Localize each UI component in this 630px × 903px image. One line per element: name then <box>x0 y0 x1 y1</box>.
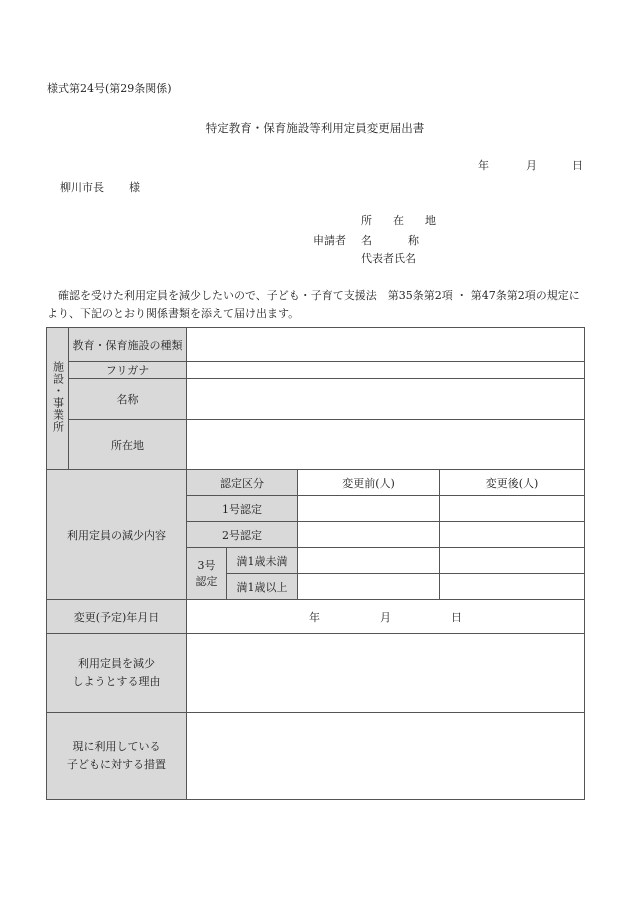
child-measures-input[interactable] <box>187 713 585 800</box>
date-day-label: 日 <box>572 159 583 172</box>
reduction-reason-label <box>47 634 187 713</box>
facility-type-label: 教育・保育施設の種類 <box>69 328 187 362</box>
cert-1-after-input[interactable] <box>440 496 585 522</box>
change-date-input[interactable] <box>187 600 585 634</box>
document-title: 特定教育・保育施設等利用定員変更届出書 <box>205 121 425 135</box>
cert-2-label: 2号認定 <box>187 522 298 548</box>
under-1-after-input[interactable] <box>440 548 585 574</box>
form-number: 様式第24号(第29条関係) <box>47 82 172 95</box>
addressee-name: 柳川市長 <box>60 181 104 194</box>
cert-3-label <box>187 548 227 600</box>
child-measures-line1: 現に利用している <box>72 740 161 753</box>
cert-2-after-input[interactable] <box>440 522 585 548</box>
over-1-label: 満1歳以上 <box>227 574 298 600</box>
reduction-reason-line2: しようとする理由 <box>72 675 161 688</box>
addressee-honorific: 様 <box>129 181 140 194</box>
child-measures-line2: 子どもに対する措置 <box>67 758 166 771</box>
change-date-day: 日 <box>451 610 462 624</box>
facility-location-label: 所在地 <box>69 420 187 470</box>
applicant-label: 申請者 <box>313 234 346 247</box>
child-measures-label <box>47 713 187 800</box>
category-header: 認定区分 <box>187 470 298 496</box>
representative-label: 代表者氏名 <box>361 252 416 265</box>
facility-name-input[interactable] <box>187 379 585 420</box>
date-month-label: 月 <box>526 159 537 172</box>
cert-1-label: 1号認定 <box>187 496 298 522</box>
furigana-label: フリガナ <box>69 362 187 379</box>
applicant-name-label-2: 称 <box>408 234 419 247</box>
change-date-month: 月 <box>380 610 391 624</box>
reduction-reason-input[interactable] <box>187 634 585 713</box>
applicant-address-label: 所 在 地 <box>361 214 441 227</box>
applicant-name-label-1: 名 <box>361 234 372 247</box>
facility-type-input[interactable] <box>187 328 585 362</box>
cert-3-label-line2: 認定 <box>195 574 218 588</box>
body-text: 確認を受けた利用定員を減少したいので、子ども・子育て支援法 第35条第2項 ・ 第47条第2項の規定により、下記のとおり関係書類を添えて届け出ます。 <box>47 289 580 320</box>
facility-section-label: 施設・事業所 <box>51 361 65 433</box>
cert-3-label-line1: 3号 <box>197 558 216 572</box>
over-1-before-input[interactable] <box>298 574 440 600</box>
facility-name-label: 名称 <box>69 379 187 420</box>
before-header: 変更前(人) <box>298 470 440 496</box>
under-1-label: 満1歳未満 <box>227 548 298 574</box>
cert-1-before-input[interactable] <box>298 496 440 522</box>
change-date-label: 変更(予定)年月日 <box>47 600 187 634</box>
cert-2-before-input[interactable] <box>298 522 440 548</box>
date-year-label: 年 <box>478 159 489 172</box>
over-1-after-input[interactable] <box>440 574 585 600</box>
under-1-before-input[interactable] <box>298 548 440 574</box>
reduction-reason-line1: 利用定員を減少 <box>78 657 155 670</box>
capacity-reduction-label: 利用定員の減少内容 <box>47 470 187 600</box>
after-header: 変更後(人) <box>440 470 585 496</box>
facility-location-input[interactable] <box>187 420 585 470</box>
facility-section-header <box>47 328 69 470</box>
change-date-year: 年 <box>309 610 320 624</box>
furigana-input[interactable] <box>187 362 585 379</box>
form-table <box>46 327 585 800</box>
